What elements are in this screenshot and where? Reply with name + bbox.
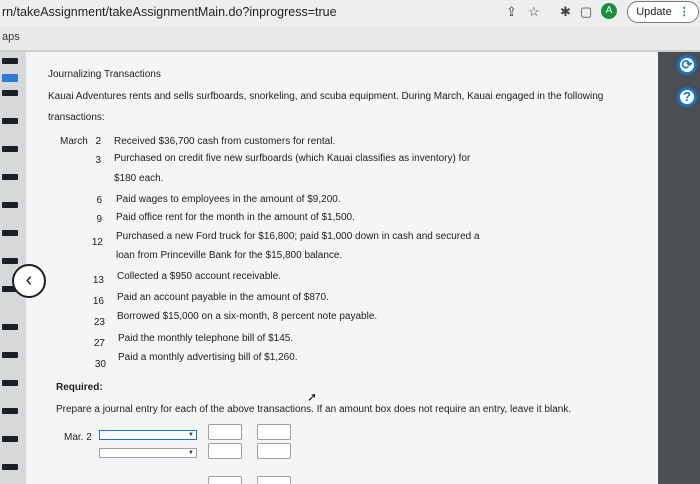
transaction-day: 23: [93, 317, 105, 328]
debit-input[interactable]: [208, 443, 242, 459]
transaction-text: Collected a $950 account receivable.: [117, 271, 281, 282]
mouse-cursor-icon: ➚: [307, 390, 318, 404]
bookmark-item[interactable]: aps: [2, 31, 20, 43]
transaction-day: 16: [92, 296, 104, 307]
dropdown-caret-icon: ▼: [188, 450, 194, 456]
transaction-day: 13: [92, 275, 104, 286]
transaction-day: 6: [96, 195, 102, 206]
transaction-text: Paid an account payable in the amount of $870.: [117, 292, 329, 303]
nav-marker[interactable]: [2, 464, 18, 470]
transaction-text: loan from Princeville Bank for the $15,800 balance.: [116, 250, 343, 261]
required-label: Required:: [56, 382, 103, 393]
bookmark-star-icon[interactable]: ☆: [528, 4, 540, 19]
debit-input[interactable]: [208, 476, 242, 484]
nav-marker[interactable]: [2, 436, 18, 442]
transaction-text: Paid wages to employees in the amount of $9,200.: [116, 194, 341, 205]
update-button[interactable]: [627, 1, 699, 23]
month-label: March: [60, 136, 88, 147]
transaction-day: 9: [96, 214, 102, 225]
sidebar-icon[interactable]: ▢: [580, 4, 593, 19]
assignment-content: [26, 52, 658, 484]
transaction-text: Paid office rent for the month in the amount of $1,500.: [116, 212, 355, 223]
nav-marker[interactable]: [2, 380, 18, 386]
nav-marker[interactable]: [2, 202, 18, 208]
browser-toolbar: [0, 0, 700, 26]
chevron-left-icon: ‹: [25, 269, 33, 291]
nav-marker[interactable]: [2, 230, 18, 236]
intro-text: Kauai Adventures rents and sells surfboards, snorkeling, and scuba equipment. During March, Kauai engaged in the following: [48, 91, 604, 102]
nav-marker[interactable]: [2, 146, 18, 152]
transaction-day: 12: [91, 237, 103, 248]
nav-marker[interactable]: [2, 324, 18, 330]
right-toolbar: [658, 52, 700, 484]
account-select[interactable]: [99, 448, 197, 458]
nav-marker[interactable]: [2, 408, 18, 414]
credit-input[interactable]: [257, 443, 291, 459]
nav-marker[interactable]: [2, 118, 18, 124]
transaction-text: Paid the monthly telephone bill of $145.: [118, 333, 294, 344]
refresh-icon[interactable]: ⟳: [677, 55, 697, 75]
update-label: Update: [636, 6, 672, 18]
transaction-text: Purchased a new Ford truck for $16,800; paid $1,000 down in cash and secured a: [116, 231, 480, 242]
transaction-day: 2: [95, 136, 101, 147]
transaction-text: Borrowed $15,000 on a six-month, 8 percent note payable.: [117, 311, 378, 322]
account-select[interactable]: [99, 430, 197, 440]
previous-button[interactable]: [12, 264, 46, 298]
nav-marker[interactable]: [2, 352, 18, 358]
transaction-text: Received $36,700 cash from customers for rental.: [114, 136, 336, 147]
debit-input[interactable]: [208, 424, 242, 440]
nav-marker[interactable]: [2, 174, 18, 180]
transaction-day: 30: [94, 359, 106, 370]
menu-icon: ⋮: [678, 6, 690, 18]
nav-marker[interactable]: [2, 90, 18, 96]
entry-date-label: Mar. 2: [64, 432, 92, 443]
nav-marker[interactable]: [2, 58, 18, 64]
transaction-day: 27: [93, 338, 105, 349]
dropdown-caret-icon: ▼: [188, 432, 194, 438]
credit-input[interactable]: [257, 476, 291, 484]
transaction-text: Purchased on credit five new surfboards (which Kauai classifies as inventory) for: [114, 153, 471, 164]
transaction-text: $180 each.: [114, 173, 164, 184]
instruction-text: Prepare a journal entry for each of the above transactions. If an amount box does not require an entry, leave it blank.: [56, 404, 572, 415]
page-title: Journalizing Transactions: [48, 69, 161, 80]
profile-avatar[interactable]: A: [601, 3, 617, 19]
transaction-day: 3: [95, 155, 101, 166]
address-bar[interactable]: rn/takeAssignment/takeAssignmentMain.do?inprogress=true: [2, 5, 337, 19]
help-icon[interactable]: ?: [677, 87, 697, 107]
bookmarks-bar: [0, 26, 700, 51]
nav-marker-active[interactable]: [2, 74, 18, 82]
nav-marker[interactable]: [2, 258, 18, 264]
transaction-text: Paid a monthly advertising bill of $1,260.: [118, 352, 298, 363]
intro-text: transactions:: [48, 112, 105, 123]
credit-input[interactable]: [257, 424, 291, 440]
share-icon[interactable]: ⇪: [506, 4, 517, 19]
extensions-icon[interactable]: ✱: [560, 4, 571, 19]
